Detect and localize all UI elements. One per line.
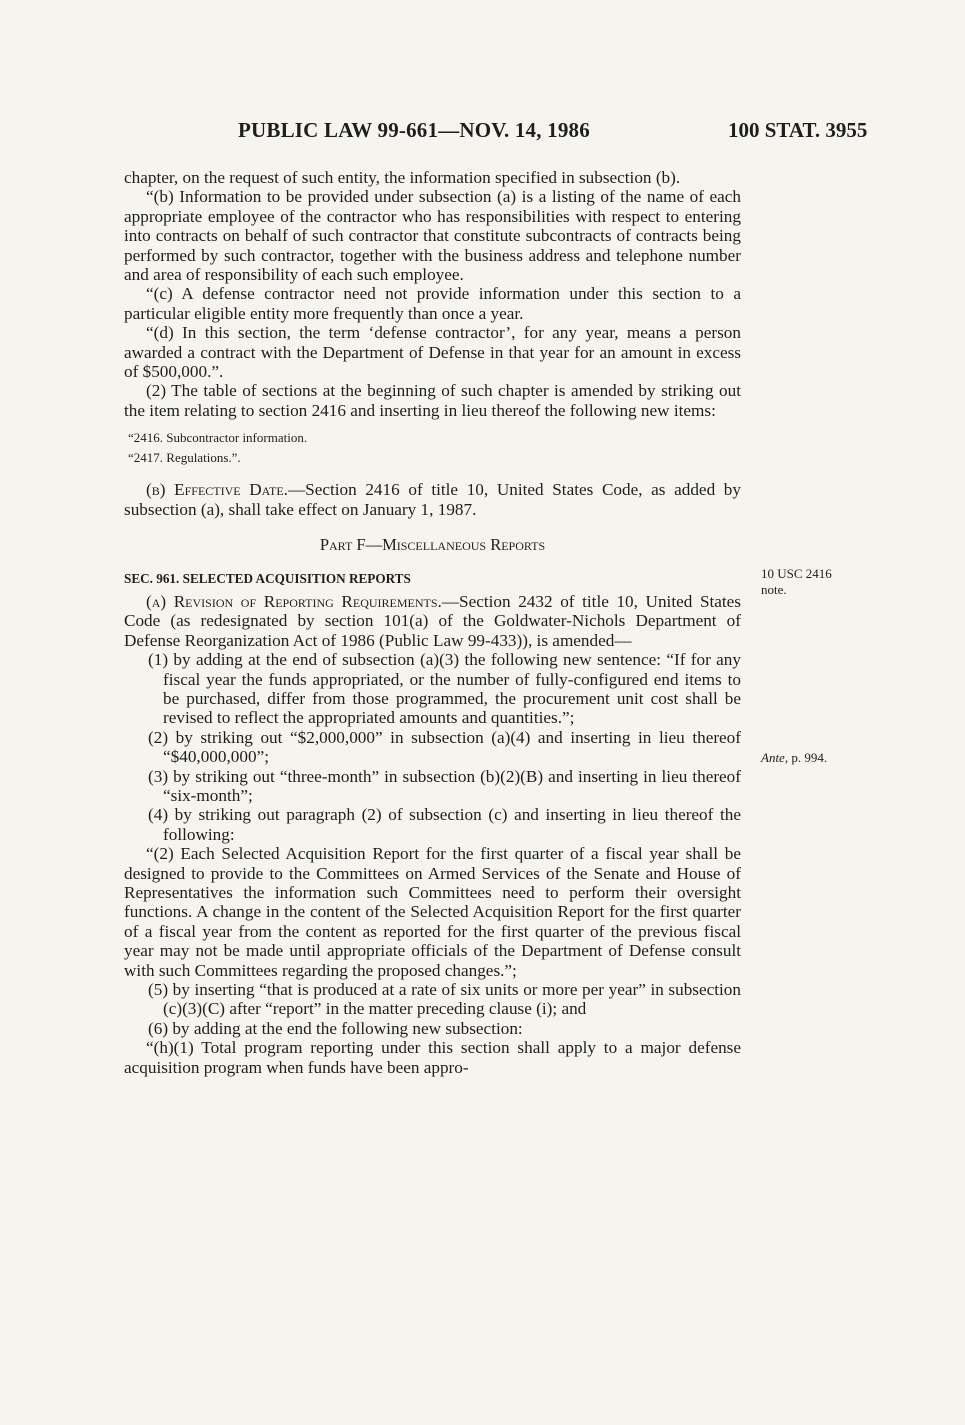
- stat-page-number: 100 STAT. 3955: [728, 118, 868, 142]
- toc-entry: “2417. Regulations.”.: [128, 450, 241, 466]
- paragraph: “(c) A defense contractor need not provide information under this section to a particular eligible entity more frequently than once a year.: [124, 284, 741, 323]
- paragraph: (2) The table of sections at the beginning of such chapter is amended by striking out the item relating to section 2416 and inserting in lieu thereof the following new items:: [124, 381, 741, 420]
- list-item: (6) by adding at the end the following new subsection:: [148, 1018, 523, 1038]
- paragraph: “(b) Information to be provided under subsection (a) is a listing of the name of each appropriate employee of the contractor who has responsibilities with respect to entering into contracts on behalf of such contractor that constitute subcontracts of contracts being performed by such contractor, together with the business address and telephone number and area of responsibility of each such employee.: [124, 187, 741, 285]
- section-heading: SEC. 961. SELECTED ACQUISITION REPORTS: [124, 570, 411, 586]
- page-title: PUBLIC LAW 99-661—NOV. 14, 1986: [238, 118, 590, 142]
- margin-note-line: note.: [761, 582, 787, 597]
- margin-note-usc: [761, 566, 832, 598]
- margin-note-line: 10 USC 2416: [761, 566, 832, 581]
- list-item: (1) by adding at the end of subsection (a)(3) the following new sentence: “If for any fiscal year the funds appropriated, or the number of fully-configured end items to be purchased, differ from those programmed, the procurement unit cost shall be revised to reflect the appropriated amounts and quantities.”;: [148, 650, 741, 728]
- paragraph: “(d) In this section, the term ‘defense contractor’, for any year, means a person awarded a contract with the Department of Defense in that year for an amount in excess of $500,000.”.: [124, 323, 741, 382]
- list-item: (4) by striking out paragraph (2) of subsection (c) and inserting in lieu thereof the following:: [148, 805, 741, 844]
- toc-entry: “2416. Subcontractor information.: [128, 430, 308, 446]
- effective-date-heading: (b) Effective Date.: [146, 480, 288, 500]
- margin-note-text: p. 994.: [788, 750, 828, 765]
- margin-note-ante: [761, 750, 827, 766]
- document-body: [124, 168, 741, 1077]
- revision-heading: (a) Revision of Reporting Requirements.: [146, 591, 442, 611]
- effective-date-paragraph: [124, 480, 741, 519]
- quoted-paragraph: “(h)(1) Total program reporting under this section shall apply to a major defense acquisition program when funds have been appro-: [124, 1038, 741, 1077]
- quoted-paragraph: “(2) Each Selected Acquisition Report for the first quarter of a fiscal year shall be designed to provide to the Committees on Armed Services of the Senate and House of Representatives the information such Committees need to perform their oversight functions. A change in the content of the Selected Acquisition Report for the first quarter of a fiscal year from the content as reported for the first quarter of the previous fiscal year may not be made until appropriate officials of the Department of Defense consult with such Committees regarding the proposed changes.”;: [124, 844, 741, 980]
- revision-text: —Section 2432 of title 10, United States Code (as redesignated by section 101(a) of the Goldwater-Nichols Department of Defense Reorganization Act of 1986 (Public Law 99-433)), is amended—: [124, 591, 741, 650]
- margin-note-italic: Ante,: [761, 750, 789, 765]
- list-item: (5) by inserting “that is produced at a rate of six units or more per year” in subsection (c)(3)(C) after “report” in the matter preceding clause (i); and: [148, 980, 741, 1019]
- part-heading: Part F—Miscellaneous Reports: [319, 535, 546, 555]
- revision-paragraph: [124, 592, 741, 650]
- table-of-sections: [124, 428, 741, 468]
- list-item: (3) by striking out “three-month” in subsection (b)(2)(B) and inserting in lieu thereof “six-month”;: [148, 766, 741, 805]
- page-header: [0, 118, 965, 148]
- list-item: (2) by striking out “$2,000,000” in subsection (a)(4) and inserting in lieu thereof “$40,000,000”;: [148, 727, 741, 767]
- effective-date-text: —Section 2416 of title 10, United States Code, as added by subsection (a), shall take effect on January 1, 1987.: [124, 480, 741, 519]
- paragraph: chapter, on the request of such entity, the information specified in subsection (b).: [124, 168, 681, 187]
